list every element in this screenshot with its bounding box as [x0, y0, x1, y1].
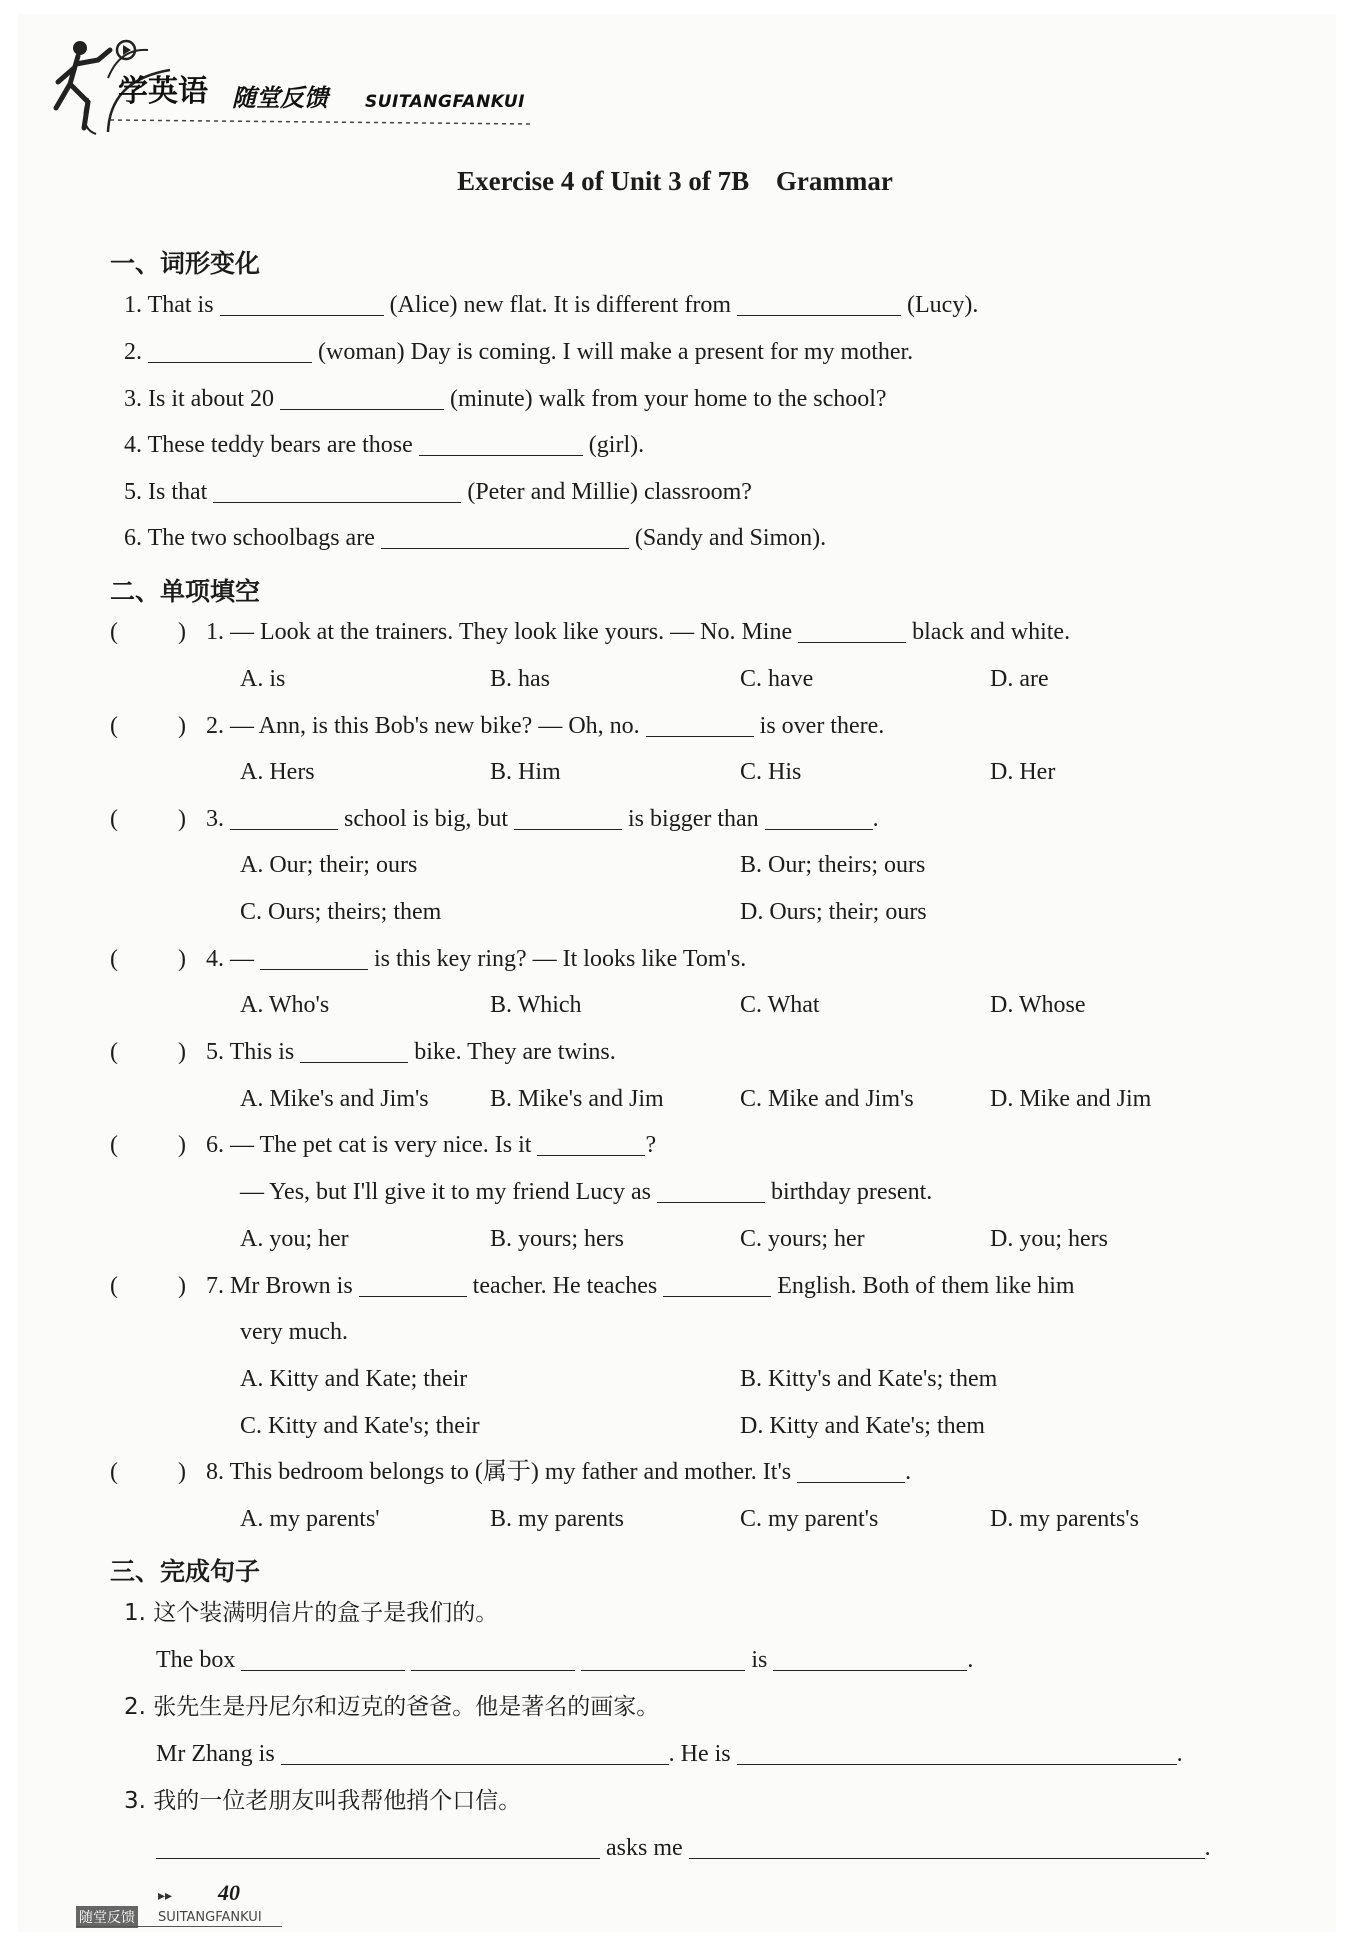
answer-blank[interactable] [646, 712, 754, 737]
answer-blank[interactable] [663, 1272, 771, 1297]
answer-paren-right: ) [178, 806, 186, 832]
option[interactable]: A. Hers [240, 759, 315, 785]
answer-blank[interactable] [300, 1038, 408, 1063]
answer-blank[interactable] [657, 1178, 765, 1203]
s2-q1: 1. — Look at the trainers. They look like yours. — No. Mine black and white. [206, 619, 1071, 645]
option[interactable]: B. Kitty's and Kate's; them [740, 1366, 998, 1392]
answer-blank[interactable] [798, 618, 906, 643]
title-topic: Grammar [775, 166, 893, 196]
answer-paren-right: ) [178, 619, 186, 645]
s2-q3: 3. school is big, but is bigger than . [206, 806, 879, 832]
answer-blank[interactable] [220, 291, 384, 316]
s3-q1-english: The box is . [156, 1647, 974, 1673]
s3-q1-chinese: 1. 这个装满明信片的盒子是我们的。 [124, 1600, 499, 1626]
answer-paren-left: ( [110, 1132, 118, 1158]
answer-paren-left: ( [110, 1039, 118, 1065]
s1-item-3: 3. Is it about 20 (minute) walk from your home to the school? [124, 386, 887, 412]
page-number: 40 [218, 1880, 240, 1905]
answer-blank[interactable] [280, 385, 444, 410]
option[interactable]: A. Mike's and Jim's [240, 1086, 429, 1112]
section3-heading: 三、完成句子 [110, 1557, 261, 1586]
s2-q8: 8. This bedroom belongs to (属于) my father and mother. It's . [206, 1459, 912, 1485]
option[interactable]: B. yours; hers [490, 1226, 624, 1252]
option[interactable]: D. my parents's [990, 1506, 1139, 1532]
option[interactable]: B. my parents [490, 1506, 624, 1532]
answer-paren-right: ) [178, 1459, 186, 1485]
s1-item-2: 2. (woman) Day is coming. I will make a present for my mother. [124, 339, 914, 365]
answer-blank[interactable] [281, 1740, 669, 1765]
answer-blank[interactable] [381, 524, 629, 549]
option[interactable]: A. is [240, 666, 286, 692]
option[interactable]: A. Who's [240, 992, 330, 1018]
answer-paren-right: ) [178, 713, 186, 739]
section2-heading: 二、单项填空 [110, 577, 261, 606]
answer-blank[interactable] [230, 805, 338, 830]
answer-blank[interactable] [689, 1834, 1205, 1859]
option[interactable]: D. Whose [990, 992, 1086, 1018]
answer-blank[interactable] [148, 338, 312, 363]
footer-label: 随堂反馈 [76, 1906, 138, 1928]
title-main: Exercise 4 of Unit 3 of 7B [457, 166, 750, 196]
answer-blank[interactable] [359, 1272, 467, 1297]
section1-heading: 一、词形变化 [110, 249, 261, 278]
option[interactable]: C. Mike and Jim's [740, 1086, 914, 1112]
s3-q3-chinese: 3. 我的一位老朋友叫我帮他捎个口信。 [124, 1788, 522, 1814]
option[interactable]: A. Our; their; ours [240, 852, 418, 878]
option[interactable]: A. Kitty and Kate; their [240, 1366, 468, 1392]
option[interactable]: A. my parents' [240, 1506, 380, 1532]
answer-paren-right: ) [178, 1273, 186, 1299]
option[interactable]: B. has [490, 666, 550, 692]
logo-subtitle: 随堂反馈 [232, 84, 328, 112]
option[interactable]: C. Kitty and Kate's; their [240, 1413, 480, 1439]
s2-q6-line2: — Yes, but I'll give it to my friend Lucy as birthday present. [240, 1179, 933, 1205]
option[interactable]: B. Him [490, 759, 561, 785]
s3-q2-english: Mr Zhang is . He is . [156, 1741, 1183, 1767]
answer-blank[interactable] [537, 1131, 645, 1156]
option[interactable]: B. Mike's and Jim [490, 1086, 664, 1112]
option[interactable]: D. you; hers [990, 1226, 1108, 1252]
answer-paren-left: ( [110, 619, 118, 645]
option[interactable]: C. my parent's [740, 1506, 879, 1532]
option[interactable]: C. have [740, 666, 814, 692]
option[interactable]: D. are [990, 666, 1049, 692]
s2-q2: 2. — Ann, is this Bob's new bike? — Oh, no. is over there. [206, 713, 885, 739]
s2-q4: 4. — is this key ring? — It looks like Tom's. [206, 946, 747, 972]
option[interactable]: D. Ours; their; ours [740, 899, 927, 925]
option[interactable]: C. Ours; theirs; them [240, 899, 442, 925]
answer-blank[interactable] [765, 805, 873, 830]
option[interactable]: C. What [740, 992, 820, 1018]
option[interactable]: C. His [740, 759, 802, 785]
footer-arrows: ▸▸ [158, 1888, 173, 1904]
s2-q7-line2: very much. [240, 1319, 348, 1345]
answer-blank[interactable] [156, 1834, 600, 1859]
s3-q3-english: asks me . [156, 1833, 1211, 1863]
answer-blank[interactable] [737, 291, 901, 316]
s3-q2-chinese: 2. 张先生是丹尼尔和迈克的爸爸。他是著名的画家。 [124, 1694, 660, 1720]
option[interactable]: C. yours; her [740, 1226, 865, 1252]
answer-blank[interactable] [411, 1646, 575, 1671]
answer-blank[interactable] [260, 945, 368, 970]
answer-paren-right: ) [178, 1039, 186, 1065]
answer-blank[interactable] [419, 431, 583, 456]
option[interactable]: D. Kitty and Kate's; them [740, 1413, 985, 1439]
s2-q5: 5. This is bike. They are twins. [206, 1039, 616, 1065]
answer-paren-right: ) [178, 1132, 186, 1158]
answer-blank[interactable] [737, 1740, 1177, 1765]
s1-item-5: 5. Is that (Peter and Millie) classroom? [124, 479, 752, 505]
logo-title: 学英语 [118, 74, 208, 109]
answer-blank[interactable] [213, 478, 461, 503]
option[interactable]: A. you; her [240, 1226, 349, 1252]
answer-blank[interactable] [581, 1646, 745, 1671]
footer-divider [76, 1926, 282, 1927]
s1-item-4: 4. These teddy bears are those (girl). [124, 432, 645, 458]
s2-q6: 6. — The pet cat is very nice. Is it ? [206, 1132, 657, 1158]
answer-paren-left: ( [110, 1459, 118, 1485]
option[interactable]: B. Which [490, 992, 582, 1018]
page-title [0, 166, 1350, 197]
s2-q7: 7. Mr Brown is teacher. He teaches English. Both of them like him [206, 1273, 1075, 1299]
answer-paren-right: ) [178, 946, 186, 972]
answer-paren-left: ( [110, 806, 118, 832]
footer-english: SUITANGFANKUI [158, 1910, 262, 1925]
s1-item-1: 1. That is (Alice) new flat. It is different from (Lucy). [124, 292, 979, 318]
answer-blank[interactable] [797, 1458, 905, 1483]
answer-paren-left: ( [110, 946, 118, 972]
s1-item-6: 6. The two schoolbags are (Sandy and Simon). [124, 525, 827, 551]
logo-english: SUITANGFANKUI [365, 92, 525, 112]
answer-blank[interactable] [241, 1646, 405, 1671]
answer-paren-left: ( [110, 713, 118, 739]
option[interactable]: B. Our; theirs; ours [740, 852, 926, 878]
answer-blank[interactable] [773, 1646, 967, 1671]
answer-paren-left: ( [110, 1273, 118, 1299]
answer-blank[interactable] [514, 805, 622, 830]
option[interactable]: D. Mike and Jim [990, 1086, 1152, 1112]
option[interactable]: D. Her [990, 759, 1056, 785]
